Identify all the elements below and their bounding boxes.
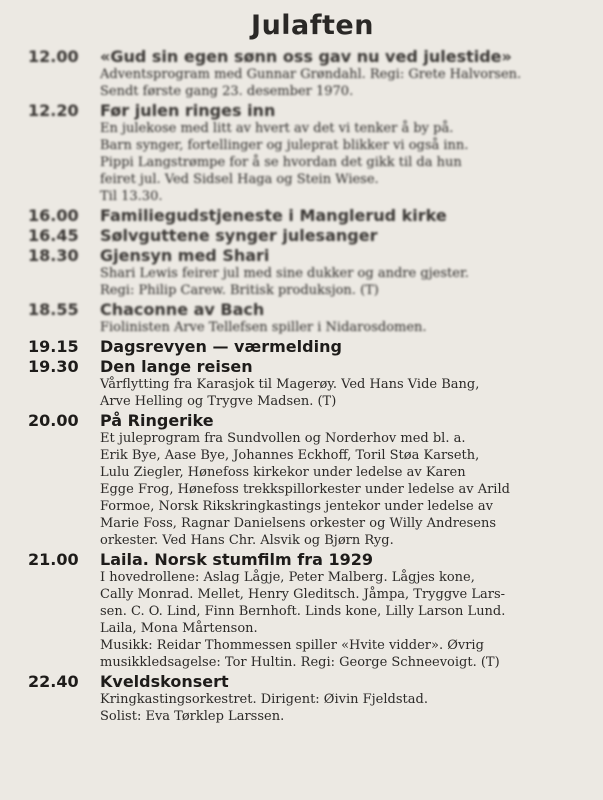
program-entry [28,672,597,725]
program-entry [28,206,597,225]
description-line: Til 13.30. [100,189,163,204]
program-header [28,357,597,376]
program-time: 22.40 [28,672,79,691]
description-line: Cally Monrad. Mellet, Henry Gleditsch. Jåmpa, Tryggve Lars- [100,587,506,602]
description-line: I hovedrollene: Aslag Lågje, Peter Malberg. Lågjes kone, [100,570,475,585]
program-title: Familiegudstjeneste i Manglerud kirke [100,206,447,225]
program-entry [28,226,597,245]
description-line: feiret jul. Ved Sidsel Haga og Stein Wiese. [100,172,379,187]
description-line: Marie Foss, Ragnar Danielsens orkester og Willy Andresens [100,516,497,531]
page-title: Julaften [251,10,374,41]
program-title: «Gud sin egen sønn oss gav nu ved julestide» [100,47,512,66]
description-line: Arve Helling og Trygve Madsen. (T) [100,394,337,409]
program-header [28,206,597,225]
program-entry [28,550,597,671]
program-title: Kveldskonsert [100,672,229,691]
program-time: 19.30 [28,357,79,376]
description-line: Erik Bye, Aase Bye, Johannes Eckhoff, Toril Støa Karseth, [100,448,480,463]
description-line: Barn synger, fortellinger og juleprat blikker vi også inn. [100,138,469,153]
program-entry [28,357,597,410]
program-title: Dagsrevyen — værmelding [100,337,342,356]
program-description [100,319,597,336]
program-time: 18.55 [28,300,79,319]
program-entry [28,337,597,356]
description-line: Vårflytting fra Karasjok til Magerøy. Ved Hans Vide Bang, [100,377,480,392]
program-description [100,265,597,299]
program-time: 19.15 [28,337,79,356]
program-time: 16.45 [28,226,79,245]
description-line: Adventsprogram med Gunnar Grøndahl. Regi: Grete Halvorsen. [100,67,522,82]
program-description [100,120,597,205]
program-title: Sølvguttene synger julesanger [100,226,378,245]
program-title: Før julen ringes inn [100,101,276,120]
program-time: 12.20 [28,101,79,120]
program-header [28,411,597,430]
program-title: Gjensyn med Shari [100,246,270,265]
description-line: Fiolinisten Arve Tellefsen spiller i Nidarosdomen. [100,320,427,335]
program-time: 21.00 [28,550,79,569]
program-header [28,550,597,569]
description-line: Pippi Langstrømpe for å se hvordan det gikk til da hun [100,155,462,170]
description-line: En julekose med litt av hvert av det vi tenker å by på. [100,121,454,136]
description-line: Musikk: Reidar Thommessen spiller «Hvite vidder». Øvrig [100,638,484,653]
program-entry [28,300,597,336]
program-entry [28,246,597,299]
description-line: Shari Lewis feirer jul med sine dukker og andre gjester. [100,266,469,281]
description-line: Solist: Eva Tørklep Larssen. [100,709,285,724]
program-title: På Ringerike [100,411,214,430]
description-line: Sendt første gang 23. desember 1970. [100,84,354,99]
description-line: musikkledsagelse: Tor Hultin. Regi: George Schneevoigt. (T) [100,655,500,670]
program-title: Den lange reisen [100,357,253,376]
description-line: Laila, Mona Mårtenson. [100,621,258,636]
description-line: Kringkastingsorkestret. Dirigent: Øivin Fjeldstad. [100,692,428,707]
program-time: 20.00 [28,411,79,430]
description-line: Et juleprogram fra Sundvollen og Norderhov med bl. a. [100,431,466,446]
program-title: Chaconne av Bach [100,300,265,319]
description-line: Egge Frog, Hønefoss trekkspillorkester under ledelse av Arild [100,482,510,497]
description-line: Regi: Philip Carew. Britisk produksjon. (T) [100,283,379,298]
program-header [28,101,597,120]
program-entry [28,101,597,205]
program-list [28,47,597,725]
program-header [28,672,597,691]
program-entry [28,47,597,100]
program-description [100,430,597,549]
program-header [28,47,597,66]
program-description [100,66,597,100]
program-description [100,691,597,725]
description-line: Lulu Ziegler, Hønefoss kirkekor under ledelse av Karen [100,465,466,480]
program-time: 16.00 [28,206,79,225]
description-line: sen. C. O. Lind, Finn Bernhoft. Linds kone, Lilly Larson Lund. [100,604,506,619]
program-description [100,569,597,671]
program-header [28,337,597,356]
description-line: orkester. Ved Hans Chr. Alsvik og Bjørn Ryg. [100,533,394,548]
program-time: 18.30 [28,246,79,265]
description-line: Formoe, Norsk Rikskringkastings jentekor under ledelse av [100,499,493,514]
program-entry [28,411,597,549]
program-time: 12.00 [28,47,79,66]
program-header [28,226,597,245]
program-header [28,246,597,265]
program-header [28,300,597,319]
program-description [100,376,597,410]
program-title: Laila. Norsk stumfilm fra 1929 [100,550,373,569]
